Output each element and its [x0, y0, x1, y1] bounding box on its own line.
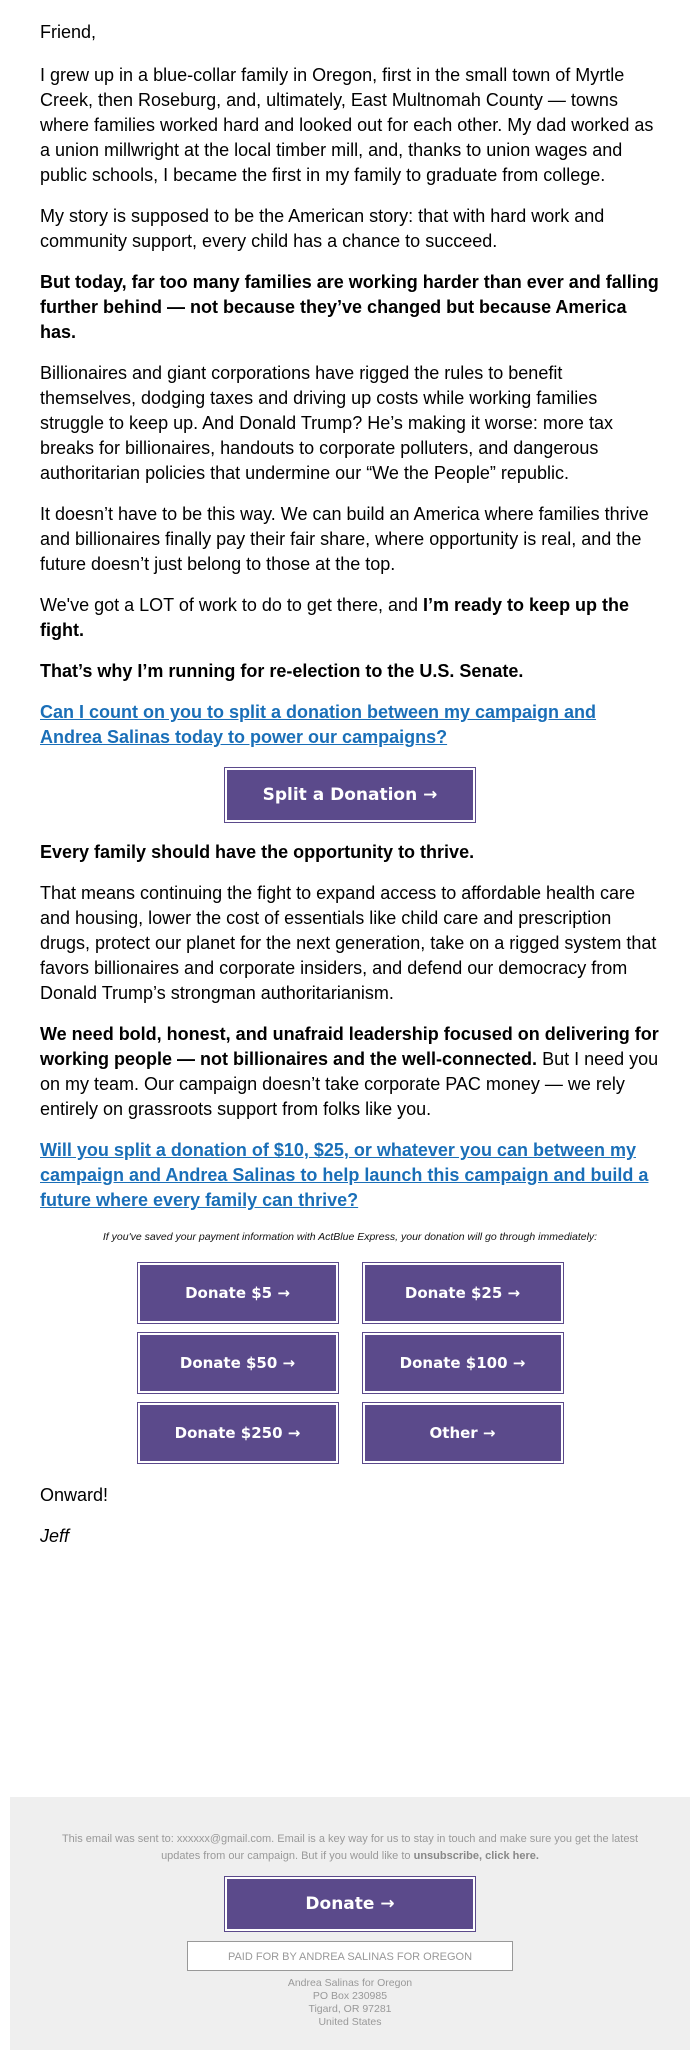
paragraph-leadership: [40, 1022, 660, 1122]
ready-to-fight-text: I’m ready to keep up the fight.: [40, 595, 630, 640]
paragraph-continuing-fight: That means continuing the fight to expand access to affordable health care and housing, lower the cost of essentials like child care and prescription drugs, protect our planet for the next generation, take on a rigged system that favors billionaires and corporate insiders, and defend our democracy from Donald Trump’s strongman authoritarianism.: [40, 883, 657, 1003]
donate-other-button[interactable]: Other →: [363, 1403, 563, 1463]
paragraph-background: I grew up in a blue-collar family in Oregon, first in the small town of Myrtle Creek, then Roseburg, and, ultimately, East Multnomah County — towns where families worked hard and looked out for each other. My dad worked as a union millwright at the local timber mill, and, thanks to union wages and public schools, I became the first in my family to graduate from college.: [40, 65, 654, 185]
paragraph-lot-of-work: [40, 593, 660, 643]
greeting: Friend,: [40, 22, 97, 42]
footer: [10, 1797, 690, 2050]
footer-address: [10, 1977, 690, 2029]
donate-5-button[interactable]: Donate $5 →: [138, 1263, 338, 1323]
donate-50-button[interactable]: Donate $50 →: [138, 1333, 338, 1393]
leadership-bold-text: We need bold, honest, and unafraid leadership focused on delivering for working people — not billionaires and the well-connected.: [40, 1024, 659, 1069]
footer-sent-notice: [10, 1797, 690, 1865]
paragraph-thrive: Every family should have the opportunity to thrive.: [40, 842, 475, 862]
address-line-po-box: PO Box 230985: [312, 1990, 388, 2002]
split-amount-link[interactable]: Will you split a donation of $10, $25, or whatever you can between my campaign and Andrea Salinas to help launch this campaign and build a future where every family can thrive?: [40, 1140, 649, 1210]
donate-250-button[interactable]: Donate $250 →: [138, 1403, 338, 1463]
split-donation-link[interactable]: Can I count on you to split a donation between my campaign and Andrea Salinas today to power our campaigns?: [40, 702, 597, 747]
split-donation-button[interactable]: Split a Donation →: [225, 768, 475, 822]
unsubscribe-link[interactable]: unsubscribe, click here.: [413, 1850, 539, 1862]
paragraph-billionaires: Billionaires and giant corporations have rigged the rules to benefit themselves, dodging taxes and driving up costs while working families struggle to keep up. And Donald Trump? He’s making it worse: more tax breaks for billionaires, handouts to corporate polluters, and dangerous authoritarian policies that undermine our “We the People” republic.: [40, 363, 613, 483]
address-line-country: United States: [318, 2016, 382, 2028]
actblue-express-notice: If you've saved your payment information with ActBlue Express, your donation will go through immediately:: [102, 1231, 598, 1243]
signature: Jeff: [40, 1526, 70, 1546]
lot-of-work-text: We've got a LOT of work to do to get there, and: [40, 595, 423, 615]
paragraph-reelection: That’s why I’m running for re-election to the U.S. Senate.: [40, 661, 524, 681]
donate-100-button[interactable]: Donate $100 →: [363, 1333, 563, 1393]
address-line-org: Andrea Salinas for Oregon: [287, 1977, 413, 1989]
signoff: Onward!: [40, 1485, 109, 1505]
address-line-city: Tigard, OR 97281: [308, 2003, 392, 2015]
donate-25-button[interactable]: Donate $25 →: [363, 1263, 563, 1323]
donate-button-grid: [138, 1263, 563, 1463]
footer-sent-text: This email was sent to: xxxxxx@gmail.com. Email is a key way for us to stay in touch and make sure you get the latest updates from our campaign. But if you would like to: [61, 1833, 639, 1862]
footer-donate-button[interactable]: Donate →: [225, 1877, 475, 1931]
paragraph-families-behind: But today, far too many families are working harder than ever and falling further behind — not because they’ve changed but because America has.: [40, 272, 659, 342]
paragraph-american-story: My story is supposed to be the American story: that with hard work and community support, every child has a chance to succeed.: [40, 206, 605, 251]
paid-for-disclaimer: PAID FOR BY ANDREA SALINAS FOR OREGON: [187, 1941, 513, 1971]
leadership-text: But I need you on my team. Our campaign doesn’t take corporate PAC money — we rely entirely on grassroots support from folks like you.: [40, 1049, 659, 1119]
paragraph-different-way: It doesn’t have to be this way. We can build an America where families thrive and billionaires finally pay their fair share, where opportunity is real, and the future doesn’t just belong to those at the top.: [40, 504, 649, 574]
